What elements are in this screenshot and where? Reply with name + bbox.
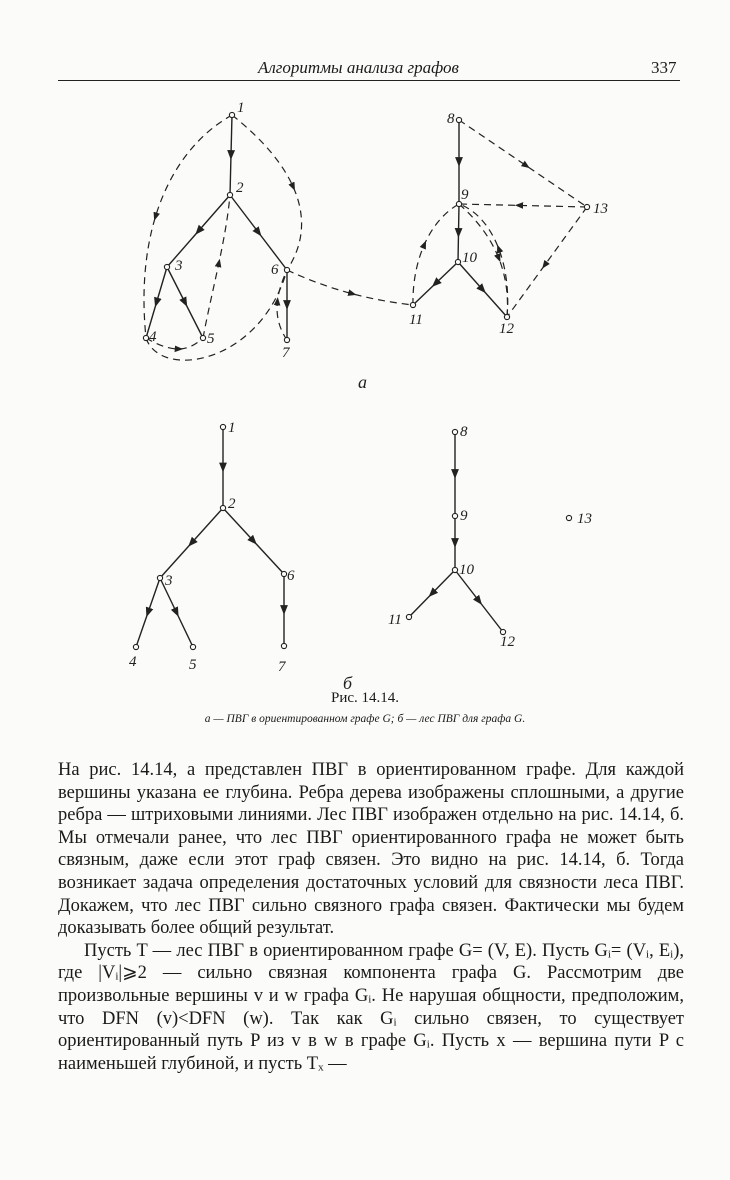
dashed-edge-8-13-arrow — [523, 164, 526, 166]
tree-edge-10-12-arrow — [458, 262, 483, 290]
panel-a-dfs-graph — [143, 100, 608, 361]
node-label-3: 3 — [165, 573, 173, 589]
node-label-9: 9 — [460, 508, 468, 524]
node-3 — [157, 575, 162, 580]
panel-a-label: а — [358, 372, 367, 392]
tree-edge-10-11-arrow — [436, 262, 459, 284]
page-number: 337 — [651, 58, 677, 77]
node-label-2: 2 — [228, 496, 236, 512]
node-8 — [452, 429, 457, 434]
node-13 — [584, 204, 589, 209]
tree-edge-3-4 — [136, 613, 148, 648]
node-10 — [452, 567, 457, 572]
node-12 — [504, 314, 509, 319]
node-5 — [190, 644, 195, 649]
dashed-edge-12-9-arrow — [499, 249, 500, 253]
dashed-edge-7-6 — [277, 270, 287, 340]
dashed-edge-5-2 — [203, 195, 230, 338]
node-label-8: 8 — [460, 424, 468, 440]
tree-edge-3-5 — [185, 303, 203, 339]
node-label-4: 4 — [149, 329, 157, 345]
dashed-edge-11-9 — [413, 204, 459, 305]
dashed-edge-1-4 — [144, 115, 232, 338]
node-label-12: 12 — [499, 321, 514, 337]
tree-edge-3-5 — [177, 613, 194, 648]
node-label-7: 7 — [282, 345, 290, 361]
node-4 — [133, 644, 138, 649]
tree-edge-3-4-arrow — [148, 578, 160, 613]
panel-b-label: б — [343, 673, 353, 690]
node-label-2: 2 — [236, 180, 244, 196]
node-label-13: 13 — [593, 201, 608, 217]
body-paragraph-2: Пусть T — лес ПВГ в ориентированном графе G= (V, E). Пусть Gᵢ= (Vᵢ, Eᵢ), где |Vᵢ|⩾2 — сильно связная компонента графа G. Рассмотрим две произвольные вершины v и w графа Gᵢ. Не нарушая общности, предположим, что DFN (v)<DFN (w). Так как Gᵢ сильно связен, то существует ориентированный путь P из v в w в графе Gᵢ. Пусть x — вершина пути P с наименьшей глубиной, и пусть Tₓ — — [58, 940, 684, 1074]
node-2 — [220, 505, 225, 510]
node-label-1: 1 — [237, 100, 245, 116]
node-label-3: 3 — [175, 258, 183, 274]
tree-edge-10-12 — [479, 601, 503, 632]
node-label-13: 13 — [577, 511, 592, 527]
tree-edge-2-6-arrow — [223, 508, 254, 541]
node-6 — [284, 267, 289, 272]
node-label-12: 12 — [500, 634, 515, 650]
tree-edge-3-4-arrow — [157, 267, 168, 303]
running-header-title: Алгоритмы анализа графов — [258, 58, 459, 77]
tree-edge-10-11 — [409, 594, 432, 618]
tree-edge-2-3-arrow — [199, 195, 231, 231]
node-label-5: 5 — [207, 331, 215, 347]
node-3 — [164, 264, 169, 269]
tree-edge-9-10 — [458, 233, 459, 262]
panel-b-dfs-forest — [129, 420, 592, 675]
node-11 — [406, 614, 411, 619]
dashed-edge-11-9-arrow — [423, 244, 425, 248]
tree-edge-10-12 — [483, 290, 508, 318]
tree-edge-2-6-arrow — [230, 195, 259, 233]
node-label-10: 10 — [459, 562, 474, 578]
dashed-edge-6-11 — [287, 270, 413, 305]
node-5 — [200, 335, 205, 340]
node-13 — [566, 515, 571, 520]
tree-edge-1-2-arrow — [231, 115, 232, 155]
node-4 — [143, 335, 148, 340]
node-label-6: 6 — [271, 262, 279, 278]
node-label-5: 5 — [189, 657, 197, 673]
dashed-edge-5-2-arrow — [218, 263, 219, 267]
tree-edge-1-2 — [230, 155, 231, 195]
tree-edge-9-10-arrow — [459, 204, 460, 233]
node-label-4: 4 — [129, 654, 137, 670]
dashed-edge-9-12-arrow — [497, 255, 499, 259]
node-8 — [456, 117, 461, 122]
node-label-1: 1 — [228, 420, 236, 436]
node-label-10: 10 — [462, 250, 477, 266]
body-paragraph-1: На рис. 14.14, а представлен ПВГ в ориентированном графе. Для каждой вершины указана ее глубина. Ребра дерева изображены сплошными, а другие ребра — штриховыми линиями. Лес ПВГ изображен отдельно на рис. 14.14, б. Мы отмечали ранее, что лес ПВГ ориентированного графа не может быть связным, даже если этот граф связен. Это видно на рис. 14.14, б. Тогда возникает задача определения достаточных условий для связности леса ПВГ. Докажем, что лес ПВГ сильно связного графа связен. Фактически мы будем доказывать более общий результат. — [58, 760, 684, 939]
node-label-11: 11 — [409, 312, 423, 328]
node-1 — [220, 424, 225, 429]
tree-edge-2-3-arrow — [192, 508, 224, 543]
dashed-edge-loop-0 — [146, 270, 287, 360]
node-10 — [455, 259, 460, 264]
tree-edge-10-11-arrow — [432, 570, 455, 594]
node-9 — [452, 513, 457, 518]
dashed-edge-1-6-arrow — [291, 183, 293, 187]
tree-edge-2-3 — [167, 231, 199, 267]
node-6 — [281, 571, 286, 576]
node-1 — [229, 112, 234, 117]
node-label-7: 7 — [278, 659, 286, 675]
tree-edge-2-6 — [254, 541, 285, 574]
node-7 — [281, 643, 286, 648]
figure-caption-text: а — ПВГ в ориентированном графе G; б — лес ПВГ для графа G. — [204, 713, 526, 725]
figure-caption-title: Рис. 14.14. — [330, 690, 400, 706]
node-label-8: 8 — [447, 111, 455, 127]
node-11 — [410, 302, 415, 307]
node-7 — [284, 337, 289, 342]
tree-edge-10-11 — [413, 284, 436, 306]
dashed-edge-6-11-arrow — [349, 293, 353, 294]
node-label-11: 11 — [388, 612, 402, 628]
node-label-6: 6 — [287, 568, 295, 584]
node-label-9: 9 — [461, 187, 469, 203]
body-text — [58, 759, 684, 1075]
dashed-edge-1-4-arrow — [155, 213, 156, 217]
node-2 — [227, 192, 232, 197]
dashed-edge-13-12-arrow — [545, 262, 547, 265]
